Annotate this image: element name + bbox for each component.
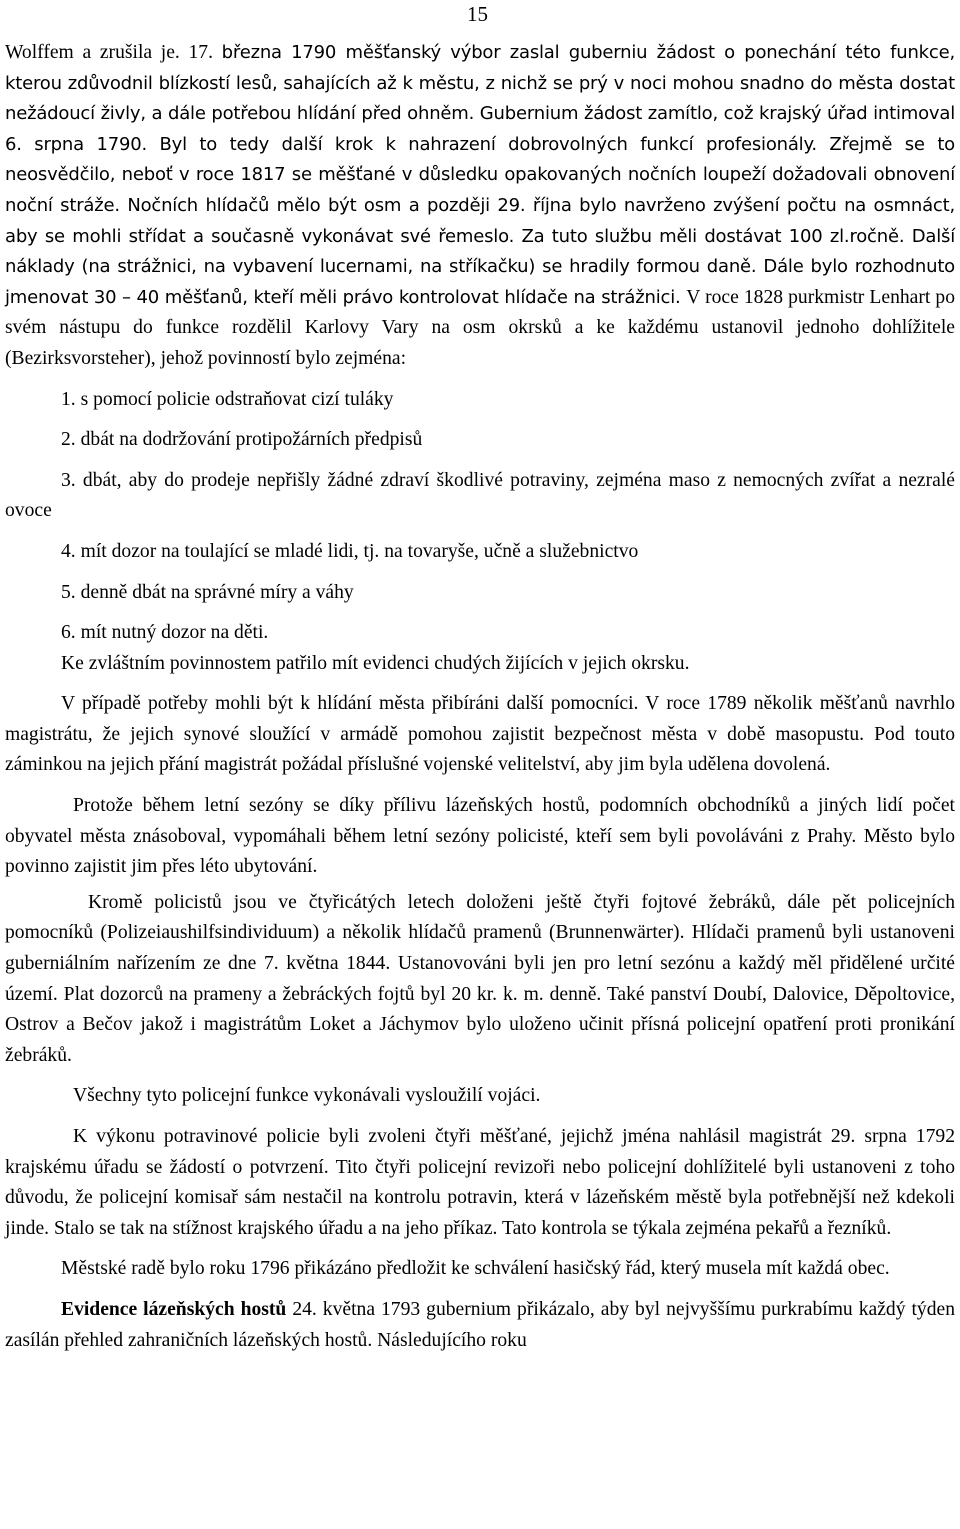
paragraph-spa-guests (5, 1295, 955, 1356)
paragraph-veterans: Všechny tyto policejní funkce vykonávali vysloužilí vojáci. (73, 1085, 541, 1107)
list-note: Ke zvláštním povinnostem patřilo mít evidenci chudých žijících v jejich okrsku. (61, 652, 690, 674)
paragraph-text: V roce 1828 purkmistr Lenhart po svém nástupu do funkce rozdělil Karlovy Vary na osm okrsků a ke každému ustanovil jednoho dohlížitele (Bezirksvorsteher), jehož povinností bylo zejména: (5, 286, 955, 369)
list-item: 2. dbát na dodržování protipožárních předpisů (61, 429, 423, 451)
list-item: 3. dbát, aby do prodeje nepřišly žádné zdraví škodlivé potraviny, zejména maso z nemocných zvířat a nezralé ovoce (5, 469, 955, 522)
list-item: 1. s pomocí policie odstraňovat cizí tuláky (61, 388, 394, 410)
paragraph-text: 24. května 1793 gubernium přikázalo, aby byl nejvyššímu purkrabímu každý týden zasílán přehled zahraničních lázeňských hostů. Následujícího roku (5, 1298, 955, 1351)
paragraph-spring-guards: Kromě policistů jsou ve čtyřicátých letech doloženi ještě čtyři fojtové žebráků, dále pět policejních pomocníků (Polizeiaushilfsindividuum) a několik hlídačů pramenů (Brunnenwärter). Hlídači pramenů byli ustanoveni guberniálním nařízením ze dne 7. května 1844. Ustanovováni byli jen pro letní sezónu a každý měl přidělené určité území. Plat dozorců na prameny a žebráckých fojtů byl 20 kr. k. m. denně. Také panství Doubí, Dalovice, Děpoltovice, Ostrov a Bečov jakož i magistrátům Loket a Jáchymov bylo uloženo učinit přísná policejní opatření proti pronikání žebráků. (5, 891, 955, 1066)
paragraph-helpers: V případě potřeby mohli být k hlídání města přibíráni další pomocníci. V roce 1789 několik měšťanů navrhlo magistrátu, že jejich synové sloužící v armádě pomohou zajistit bezpečnost města v době masopustu. Pod touto záminkou na jejich přání magistrát požádal příslušné vojenské velitelství, aby jim byla udělena dovolená. (5, 693, 955, 776)
paragraph-food-police: K výkonu potravinové policie byli zvoleni čtyři měšťané, jejichž jména nahlásil magistrát 29. srpna 1792 krajskému úřadu se žádostí o potvrzení. Tito čtyři policejní revizoři nebo policejní dohlížitelé byli ustanoveni z toho důvodu, že policejní komisař sám nestačil na kontrolu potravin, která v lázeňském městě byla potřebnější než kdekoli jinde. Stalo se tak na stížnost krajského úřadu a na jeho příkaz. Tato kontrola se týkala zejména pekařů a řezníků. (5, 1126, 955, 1239)
paragraph-night-watch (5, 38, 955, 375)
paragraph-season-police: Protože během letní sezóny se díky přílivu lázeňských hostů, podomních obchodníků a jiných lidí počet obyvatel města znásoboval, vypomáhali během letní sezóny policisté, kteří sem byli povoláváni z Prahy. Město bylo povinno zajistit jim přes léto ubytování. (5, 795, 955, 878)
list-item: 6. mít nutný dozor na děti. (61, 622, 269, 644)
section-heading: Evidence lázeňských hostů (61, 1298, 287, 1320)
paragraph-fire-code: Městské radě bylo roku 1796 přikázáno předložit ke schválení hasičský řád, který musela mít každá obec. (61, 1258, 890, 1280)
paragraph-text: března 1790 měšťanský výbor zaslal guberniu žádost o ponechání této funkce, kterou zdůvodnil blízkostí lesů, sahajících až k městu, z nichž se prý v noci mohou snadno do města dostat nežádoucí živly, a dále potřebou hlídání před ohněm. Gubernium žádost zamítlo, což krajský úřad intimoval 6. srpna 1790. Byl to tedy další krok k nahrazení dobrovolných funkcí profesionály. Zřejmě se to neosvědčilo, neboť v roce 1817 se měšťané v důsledku opakovaných nočních loupeží dožadovali obnovení noční stráže. Nočních hlídačů mělo být osm a později 29. října bylo navrženo zvýšení počtu na osmnáct, aby se mohli střídat a současně vykonávat své řemeslo. Za tuto službu měli dostávat 100 zl.ročně. Další náklady (na strážnici, na vybavení lucernami, na stříkačku) se hradily formou daně. Dále bylo rozhodnuto jmenovat 30 – 40 měšťanů, kteří měli právo kontrolovat hlídače na strážnici. (5, 42, 955, 308)
paragraph-text: Wolffem a zrušila je. 17. (5, 42, 222, 63)
list-item: 4. mít dozor na toulající se mladé lidi, tj. na tovaryše, učně a služebnictvo (61, 540, 639, 562)
page-number: 15 (467, 2, 488, 26)
list-item: 5. denně dbát na správné míry a váhy (61, 581, 354, 603)
document-body (5, 38, 955, 1356)
